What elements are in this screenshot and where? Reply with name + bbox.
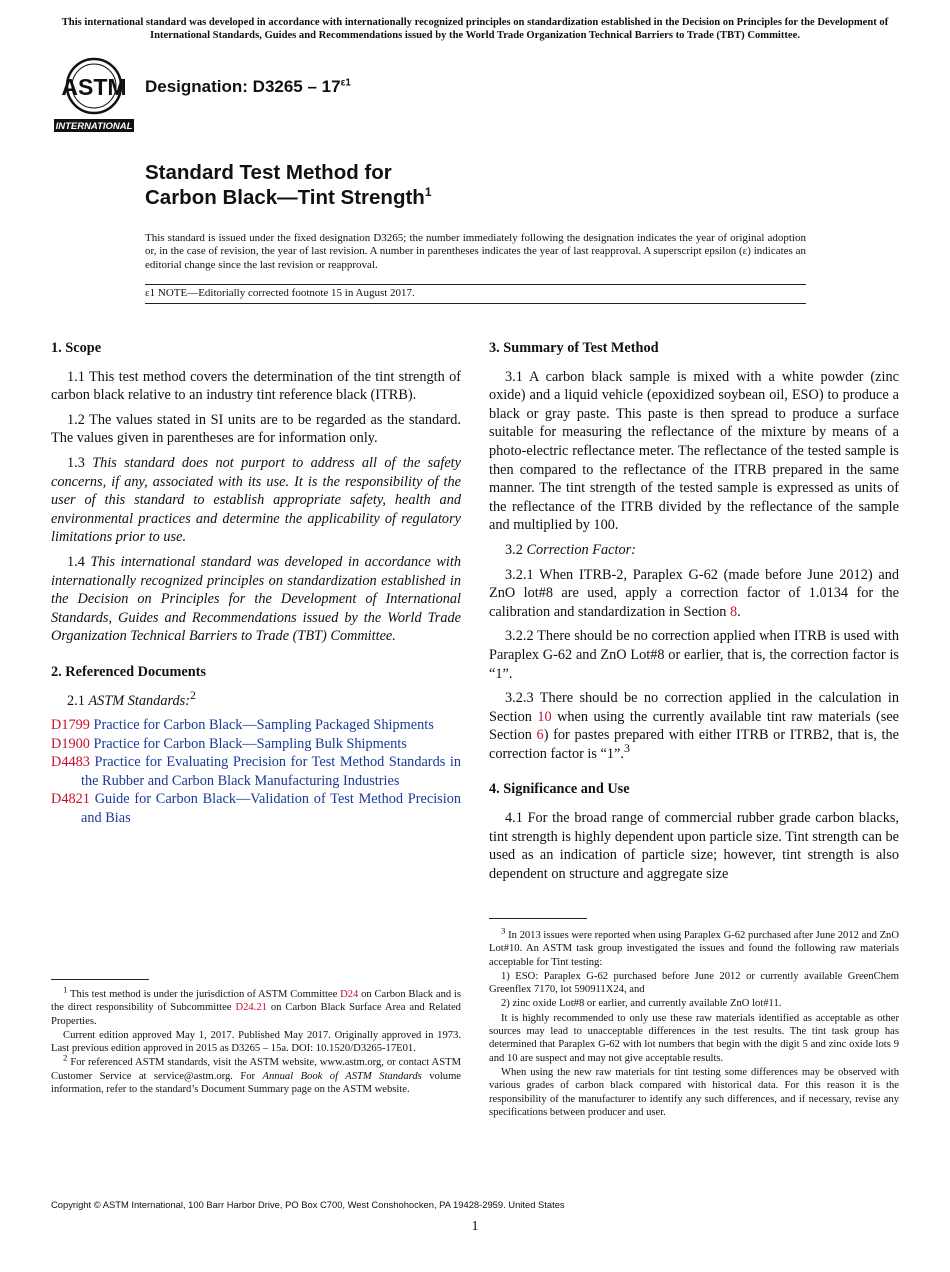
reference-d4821[interactable]: D4821 Guide for Carbon Black—Validation of Test Method Precision and Bias	[51, 791, 462, 827]
reference-d1900[interactable]: D1900 Practice for Carbon Black—Sampling Bulk Shipments	[51, 735, 407, 752]
footnote-2: $^2$ For referenced ASTM standards, visit the ASTM website, www.astm.org, or contact ASTM Customer Service at service@astm.org. For Annual Book of ASTM Standards volume information, refer to the standard’s Document Summary page on the ASTM website.	[51, 1052, 462, 1096]
paragraph-1-3: 1.3 This standard does not purport to address all of the safety concerns, if any, associated with its use. It is the responsibility of the user of this standard to establish appropriate safety, health and environmental practices and determine the applicability of regulatory limitations prior to use.	[51, 454, 461, 546]
designation	[145, 77, 351, 97]
section-8-link[interactable]: 8	[730, 603, 738, 620]
title-line-2: Carbon Black—Tint Strength	[145, 186, 425, 209]
section-10-link[interactable]: 10	[537, 708, 552, 725]
footnote-1-edition: Current edition approved May 1, 2017. Published May 2017. Originally approved in 1973. Last previous edition approved in 2015 as D3265 – 15a. DOI: 10.1520/D3265-17E01.	[51, 1029, 461, 1055]
section-6-link[interactable]: 6	[536, 727, 544, 744]
footnotes-right	[489, 925, 899, 1120]
footnote-divider	[51, 979, 149, 980]
subcommittee-d24-21-link[interactable]: D24.21	[235, 1002, 267, 1014]
section-heading-scope: 1. Scope	[51, 340, 102, 356]
paragraph-1-1: 1.1 This test method covers the determination of the tint strength of carbon black relative to an industry tint reference black (ITRB).	[51, 368, 461, 404]
committee-d24-link[interactable]: D24	[340, 989, 359, 1000]
title-sup: 1	[424, 185, 432, 200]
title-line-1: Standard Test Method for	[145, 161, 392, 184]
footnote-3-differences: When using the new raw materials for tint testing some differences may be observed with various grades of carbon black compared with historical data. For this reason it is the responsibility of the manufacturer to identify any such differences, and if necessary, revise any specifications between producer and user.	[489, 1066, 899, 1118]
wto-notice: This international standard was developed in accordance with internationally recognized principles on standardization established in the Decision on Principles for the Development of International Standards, Guides and Recommendations issued by the World Trade Organization Technical Barriers to Trade (TBT) Committee.	[61, 17, 889, 41]
paragraph-3-2: 3.2 Correction Factor:	[505, 541, 636, 558]
footnote-divider	[489, 918, 587, 919]
intro-text: This standard is issued under the fixed designation D3265; the number immediately following the designation indicates the year of original adoption or, in the case of revision, the year of last revision. A number in parentheses indicates the year of last reapproval. A superscript epsilon (ε) indicates an editorial change since the last revision or reapproval.	[145, 232, 806, 271]
paragraph-4-1: 4.1 For the broad range of commercial rubber grade carbon blacks, tint strength is highly dependent upon particle size. Tint strength can be used as an indication of particle size; however, tint strength is also dependent on structure and aggregate size	[489, 810, 899, 882]
right-column	[489, 339, 899, 889]
page-number: 1	[471, 1219, 479, 1234]
footnote-1: $^1$ This test method is under the jurisdiction of ASTM Committee D24 on Carbon Black and is the direct responsibility of Subcommittee D24.21 on Carbon Black Surface Area and Related Properties.	[51, 984, 461, 1027]
paragraph-3-2-1: 3.2.1 When ITRB-2, Paraplex G-62 (made before June 2012) and ZnO lot#8 are used, apply a correction factor of 1.0134 for the calibration and standardization in Section 8.	[489, 566, 899, 620]
divider	[145, 303, 806, 304]
left-column	[51, 339, 461, 828]
divider	[145, 284, 806, 285]
section-heading-referenced-documents: 2. Referenced Documents	[51, 663, 206, 680]
designation-label: Designation: D3265 – 17	[145, 77, 341, 96]
footnotes-left	[51, 984, 462, 1097]
paragraph-3-2-2: 3.2.2 There should be no correction applied when ITRB is used with Paraplex G-62 and ZnO Lot#8 or earlier, that is, the correction factor is “1”.	[489, 628, 899, 682]
reference-d1799[interactable]: D1799 Practice for Carbon Black—Sampling Packaged Shipments	[51, 717, 434, 734]
footnote-3-recommendation: It is highly recommended to only use these raw materials identified as acceptable as other sources may lead to unacceptable differences in the test results. The tint task group has determined that Paraplex G-62 with lot numbers that begin with the digit 5 and zinc oxide lots 9 and 10 are suspect and may not give acceptable results.	[489, 1012, 899, 1064]
footnote-3-item-2: 2) zinc oxide Lot#8 or earlier, and currently available ZnO lot#11.	[501, 998, 782, 1010]
section-heading-significance: 4. Significance and Use	[489, 781, 630, 798]
paragraph-2-1: 2.1 ASTM Standards:$^2$	[67, 687, 196, 709]
footnote-3: $^3$ In 2013 issues were reported when using Paraplex G-62 purchased after June 2012 and ZnO Lot#10. An ASTM task group investigated the issues and found the following raw materials acceptable for Tint testing:	[489, 925, 899, 968]
footnote-3-item-1: 1) ESO: Paraplex G-62 purchased before June 2012 or currently available GreenChem Greenflex 7170, lot 590911X24, and	[489, 970, 899, 996]
section-heading-summary: 3. Summary of Test Method	[489, 340, 659, 356]
designation-sup: ε1	[340, 77, 351, 89]
editorial-note: ε1 NOTE—Editorially corrected footnote 15 in August 2017.	[145, 287, 415, 299]
paragraph-3-2-3: 3.2.3 There should be no correction applied in the calculation in Section 10 when using the currently available tint raw materials (see Section 6) for pastes prepared with either ITRB or ITRB2, that is, the correction factor is “1”.$^3$	[489, 690, 900, 762]
paragraph-3-1: 3.1 A carbon black sample is mixed with a white powder (zinc oxide) and a liquid vehicle (epoxidized soybean oil, ESO) to produce a black or gray paste. This paste is then spread to produce a surface suitable for measuring the reflectance of the mixture by means of a photo-electric reflectance meter. The reflectance of the tested sample is then compared to the reflectance of the ITRB prepared in the same manner. The tint strength of the tested sample is expressed as units of the reflectance of the ITRB divided by the reflectance of the sample and multiplied by 100.	[489, 368, 899, 534]
paragraph-1-2: 1.2 The values stated in SI units are to be regarded as the standard. The values given in parentheses are for information only.	[51, 411, 461, 447]
paragraph-1-4: 1.4 This international standard was developed in accordance with internationally recognized principles on standardization established in the Decision on Principles for the Development of International Standards, Guides and Recommendations issued by the World Trade Organization Technical Barriers to Trade (TBT) Committee.	[51, 553, 462, 645]
reference-d4483[interactable]: D4483 Practice for Evaluating Precision for Test Method Standards in the Rubber and Carbon Black Manufacturing Industries	[51, 754, 461, 789]
logo-caption: INTERNATIONAL	[55, 121, 133, 132]
copyright: Copyright © ASTM International, 100 Barr Harbor Drive, PO Box C700, West Conshohocken, PA 19428-2959. United States	[51, 1199, 565, 1210]
page-title	[145, 160, 432, 210]
astm-logo	[52, 56, 136, 134]
logo-letters: ASTM	[61, 74, 127, 100]
